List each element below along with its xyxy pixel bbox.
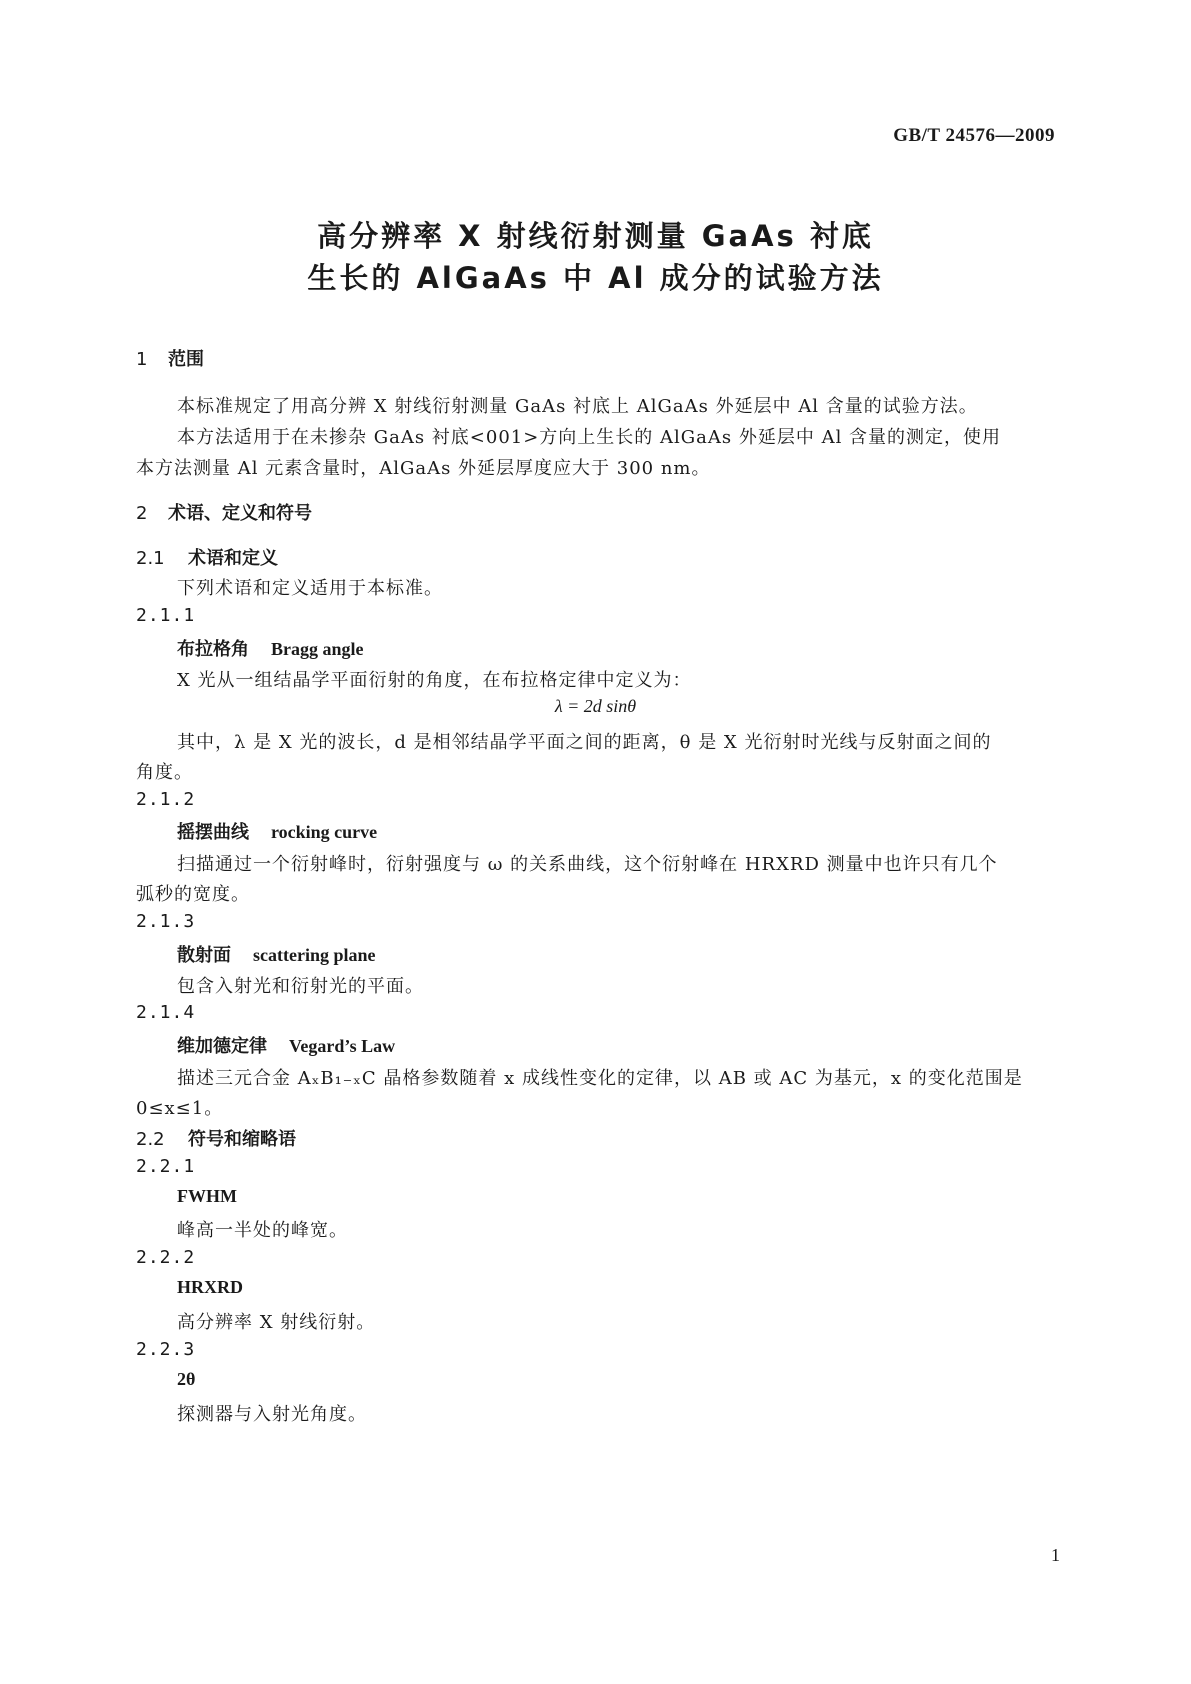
- rocking-curve-definition-line-2: 弧秒的宽度。: [136, 884, 250, 905]
- term-zh: 散射面: [177, 945, 231, 966]
- subsection-title: 符号和缩略语: [188, 1129, 296, 1150]
- section-title: 范围: [168, 349, 204, 370]
- clause-number-2-1-1: 2.1.1: [136, 605, 196, 626]
- clause-number-2-1-2: 2.1.2: [136, 789, 196, 810]
- scattering-plane-definition: 包含入射光和衍射光的平面。: [177, 976, 424, 997]
- term-bragg-angle: [177, 635, 364, 661]
- symbol-fwhm: FWHM: [177, 1186, 237, 1206]
- rocking-curve-definition-line-1: 扫描通过一个衍射峰时，衍射强度与 ω 的关系曲线，这个衍射峰在 HRXRD 测量中也许只有几个: [177, 854, 998, 875]
- clause-number-2-2-1: 2.2.1: [136, 1156, 196, 1177]
- term-en: Vegard’s Law: [289, 1036, 396, 1056]
- term-zh: 摇摆曲线: [177, 822, 249, 843]
- term-en: scattering plane: [253, 945, 376, 965]
- clause-number-2-2-3: 2.2.3: [136, 1339, 196, 1360]
- section-1-heading: [136, 345, 204, 371]
- bragg-definition: X 光从一组结晶学平面衍射的角度，在布拉格定律中定义为：: [177, 670, 692, 691]
- clause-number-2-2-2: 2.2.2: [136, 1247, 196, 1268]
- term-scattering-plane: [177, 941, 375, 967]
- section-2-heading: [136, 499, 312, 525]
- subsection-2-2-heading: [136, 1125, 296, 1151]
- term-zh: 布拉格角: [177, 639, 249, 660]
- document-title-line-2: 生长的 AlGaAs 中 Al 成分的试验方法: [307, 261, 884, 295]
- term-zh: 维加德定律: [177, 1036, 267, 1057]
- symbol-two-theta: 2θ: [177, 1369, 196, 1389]
- clause-number-2-1-4: 2.1.4: [136, 1002, 196, 1023]
- bragg-note-line-2: 角度。: [136, 762, 193, 783]
- section-number: 2: [136, 503, 148, 524]
- symbol-hrxrd: HRXRD: [177, 1277, 243, 1297]
- fwhm-definition: 峰高一半处的峰宽。: [177, 1220, 348, 1241]
- subsection-2-1-heading: [136, 544, 278, 570]
- subsection-title: 术语和定义: [188, 548, 278, 569]
- terms-intro: 下列术语和定义适用于本标准。: [177, 578, 443, 599]
- vegards-law-definition-line-1: 描述三元合金 AₓB₁₋ₓC 晶格参数随着 x 成线性变化的定律，以 AB 或 AC 为基元，x 的变化范围是: [177, 1068, 1023, 1089]
- scope-paragraph-2-line-2: 本方法测量 Al 元素含量时，AlGaAs 外延层厚度应大于 300 nm。: [136, 458, 711, 479]
- subsection-number: 2.1: [136, 548, 165, 569]
- term-en: Bragg angle: [271, 639, 364, 659]
- hrxrd-definition: 高分辨率 X 射线衍射。: [177, 1312, 376, 1333]
- bragg-note-line-1: 其中，λ 是 X 光的波长，d 是相邻结晶学平面之间的距离，θ 是 X 光衍射时光线与反射面之间的: [177, 732, 992, 753]
- term-vegards-law: [177, 1032, 395, 1058]
- clause-number-2-1-3: 2.1.3: [136, 911, 196, 932]
- scope-paragraph-1: 本标准规定了用高分辨 X 射线衍射测量 GaAs 衬底上 AlGaAs 外延层中 Al 含量的试验方法。: [177, 396, 978, 417]
- subsection-number: 2.2: [136, 1129, 165, 1150]
- bragg-equation: λ = 2d sinθ: [554, 696, 637, 716]
- section-number: 1: [136, 349, 148, 370]
- section-title: 术语、定义和符号: [168, 503, 312, 524]
- scope-paragraph-2-line-1: 本方法适用于在未掺杂 GaAs 衬底<001>方向上生长的 AlGaAs 外延层中 Al 含量的测定，使用: [177, 427, 1002, 448]
- document-title-line-1: 高分辨率 X 射线衍射测量 GaAs 衬底: [317, 219, 874, 253]
- standard-code: GB/T 24576—2009: [893, 125, 1055, 146]
- two-theta-definition: 探测器与入射光角度。: [177, 1404, 367, 1425]
- vegards-law-definition-line-2: 0≤x≤1。: [136, 1098, 224, 1119]
- term-en: rocking curve: [271, 822, 378, 842]
- page-number: 1: [1051, 1545, 1060, 1565]
- term-rocking-curve: [177, 818, 377, 844]
